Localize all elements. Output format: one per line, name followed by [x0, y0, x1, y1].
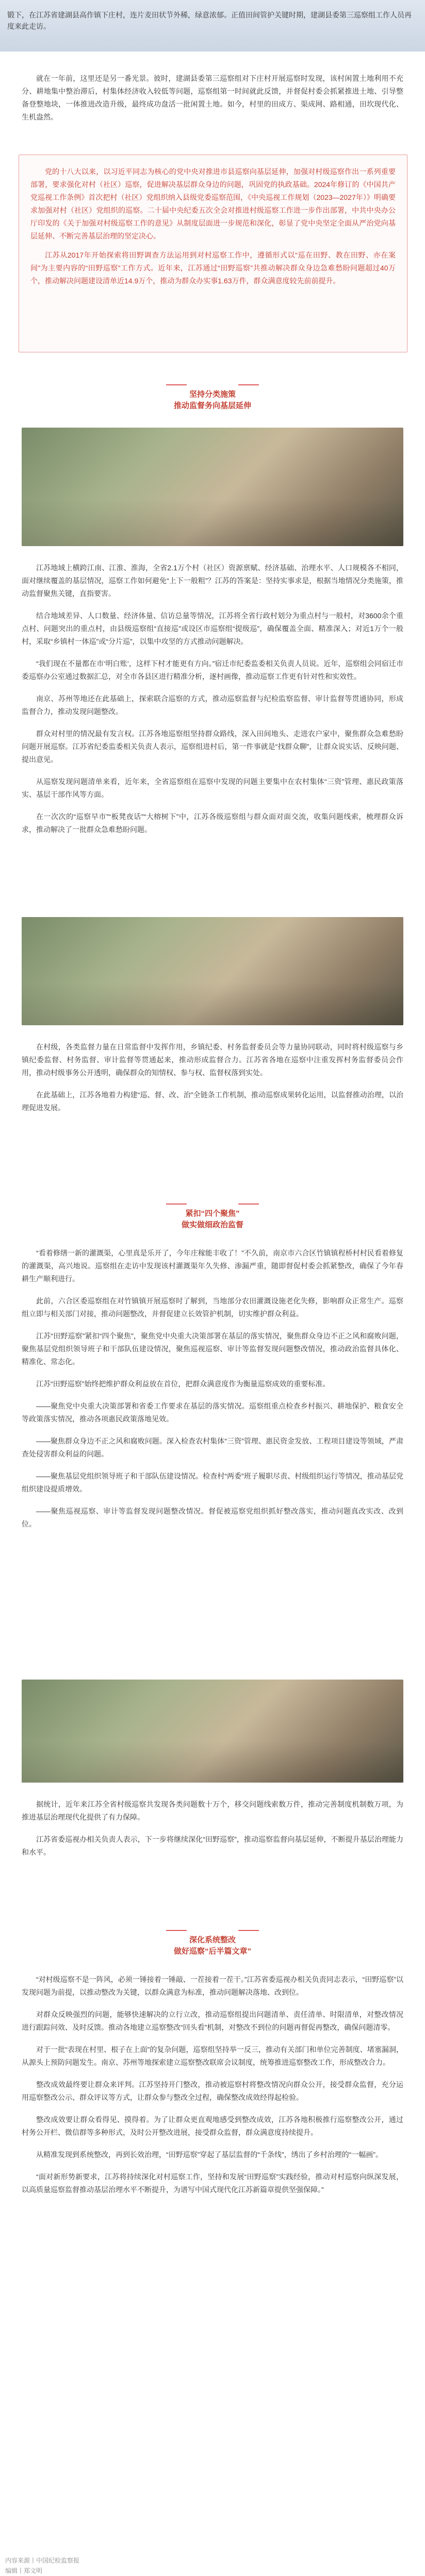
- source-line: 内容来源丨中国纪检监察报: [5, 2557, 80, 2564]
- body-paragraph: 对于一批“表现在村里、根子在上面”的复杂问题，巡察组坚持举一反三，推动有关部门和单位完善制度、堵塞漏洞，从源头上预防问题发生。南京、苏州等地探索建立巡察整改联席会议制度，统筹推进巡察整改工作，形成整改合力。: [22, 2045, 403, 2066]
- heading-decoration: [161, 1204, 264, 1206]
- body-paragraph: 整改成效最终要让群众来评判。江苏坚持开门整改，推动被巡察村将整改情况向群众公开，接受群众监督，充分运用巡察整改公示、群众评议等方式，让群众参与整改全过程，确保整改成效经得起检验。: [22, 2080, 403, 2102]
- section-photo-1: [22, 428, 403, 546]
- body-paragraph: “对村级巡察不是一阵风，必须一锤接着一锤敲、一茬接着一茬干。”江苏省委巡视办相关负责同志表示，“田野巡察”以发现问题为前提，以推动整改为关键，以群众满意为标准，推动问题解决落地、改到位。: [22, 1975, 403, 1996]
- body-paragraph: 结合地域差异、人口数量、经济体量、信访总量等情况，江苏将全省行政村划分为重点村与一般村，对3600余个重点村、问题突出的重点村，由县级巡察组“直接巡”或设区市巡察组“提级巡”，确保覆盖全面、精准深入；对近1万个一般村，采取“乡镇村一体巡”或“分片巡”，以集中攻坚的方式推动问题解决。: [22, 612, 403, 646]
- body-paragraph: 据统计，近年来江苏全省村级巡察共发现各类问题数十万个，移交问题线索数万件，推动完善制度机制数万项，为推进基层治理现代化提供了有力保障。: [22, 1800, 403, 1821]
- section-title: 紧扣“四个聚焦”: [185, 1209, 240, 1218]
- section-1-body: [22, 562, 403, 845]
- section-2-body: [22, 1247, 403, 1540]
- body-paragraph: “面对新形势新要求，江苏将持续深化对村巡察工作，坚持和发展“田野巡察”实践经验，推动对村巡察向纵深发展，以高质量巡察监督推动基层治理水平不断提升，为谱写中国式现代化江苏新篇章提供坚强保障。”: [22, 2173, 403, 2194]
- intro-paragraph: 就在一年前，这里还是另一番光景。彼时，建湖县委第三巡察组对下庄村开展巡察时发现，该村闲置土地利用不充分、耕地集中整治滞后，村集体经济收入较低等问题，巡察组第一时间就此反馈，并督促村委会抓紧推进土地、引导整备登整地块，一体推进改造升级，最终成功盘活一批闲置土地。如今，村里的田成方、渠成网、路相通，田坎现代化、生机盎然。: [22, 74, 403, 121]
- body-paragraph: “我们现在不量都在市‘明白账’，这样下村才能更有方向。”宿迁市纪委监委相关负责人员说。近年，巡察组会同宿迁市委巡察办公室通过数据汇总，对全市各县区进行精准分析，逐村画像，推动巡察工作更有针对性和实效性。: [22, 659, 403, 681]
- body-paragraph: 在此基础上，江苏各地着力构建“巡、督、改、治”全链条工作机制，推动巡察成果转化运用，以监督推动治理，以治理促进发展。: [22, 1091, 403, 1112]
- body-paragraph: ——聚焦巡视巡察、审计等监督发现问题整改情况。督促被巡察党组织抓好整改落实，推动问题真改实改、改到位。: [22, 1507, 403, 1528]
- body-paragraph: 整改成效要让群众看得见、摸得着。为了让群众更直观地感受到整改成效，江苏各地积极推行巡察整改公开，通过村务公开栏、微信群等多种形式，及时公开整改进展，接受群众监督，群众满意度持续提升。: [22, 2115, 403, 2137]
- article-footer: [5, 2555, 420, 2576]
- section-subtitle: 做实做细政治监督: [181, 1221, 243, 1229]
- highlight-paragraph: 江苏从2017年开始探索将田野调查方法运用到对村巡察工作中，遵循形式以“巡在田野、教在田野、亦在案间”为主要内容的“田野巡察”工作方式。近年来，江苏通过“田野巡察”共推动解决群众身边急难愁盼问题超过40万个，推动解决问题建设清单近14.9万个，推动为群众办实事1.63万件，群众满意度较先前前提升。: [30, 251, 396, 285]
- body-paragraph: 对群众反映强烈的问题，能够快速解决的立行立改，推动巡察组提出问题清单、责任清单、时限清单，对整改情况进行跟踪问效、及时反馈。推动各地建立巡察整改“回头看”机制，对整改不到位的问题再督促再整改，确保问题清零。: [22, 2010, 403, 2031]
- body-paragraph: 群众对村里的情况最有发言权。江苏各地巡察组坚持群众路线，深入田间地头、走进农户家中，聚焦群众急难愁盼问题开展巡察。江苏省纪委监委相关负责人表示，巡察组进村后，第一件事就是“找群众聊”，让群众说实话、反映问题、提出意见。: [22, 730, 403, 764]
- section-photo-2: [22, 1680, 403, 1783]
- body-paragraph: 从精准发现到系统整改，再到长效治理，“田野巡察”穿起了基层监督的“千条线”，绣出了乡村治理的“一幅画”。: [36, 2150, 383, 2159]
- section-title: 坚持分类施策: [189, 390, 236, 399]
- heading-decoration: [161, 384, 264, 386]
- heading-decoration: [161, 1930, 264, 1932]
- body-paragraph: 江苏省委巡视办相关负责人表示，下一步将继续深化“田野巡察”，推动巡察监督向基层延伸，不断提升基层治理能力和水平。: [22, 1835, 403, 1856]
- section-heading-1: [161, 381, 264, 415]
- body-paragraph: 江苏地域上横跨江南、江淮、淮海，全省2.1万个村（社区）资源禀赋、经济基础、治理水平、人口规模各不相同，面对继续覆盖的基层情况，巡察工作如何避免“上下一般粗”？江苏的答案是：坚持实事求是，根据当地情况分类施策，推动监督聚焦关键，直指要害。: [22, 564, 403, 598]
- editor-line: 编辑丨郑文明: [5, 2567, 43, 2574]
- body-paragraph: 江苏“田野巡察”紧扣“四个聚焦”，聚焦党中央重大决策部署在基层的落实情况，聚焦群众身边不正之风和腐败问题，聚焦基层党组织领导班子和干部队伍建设情况，聚焦巡视巡察、审计等监督发现问题整改情况，推动政治监督具体化、精准化、常态化。: [22, 1332, 403, 1366]
- section-2b-body: [22, 1798, 403, 1868]
- section-subtitle: 推动监督务向基层延伸: [173, 401, 251, 410]
- highlight-box: [19, 155, 407, 352]
- body-paragraph: ——聚焦基层党组织领导班子和干部队伍建设情况。检查村“两委”班子履职尽责、村级组织运行等情况，推动基层党组织建设提质增效。: [22, 1472, 403, 1493]
- body-paragraph: ——聚焦党中央重大决策部署和省委工作要求在基层的落实情况。巡察组重点检查乡村振兴、耕地保护、粮食安全等政策落实情况，推动各项惠民政策落地见效。: [22, 1402, 403, 1423]
- section-subtitle: 做好巡察“后半篇文章”: [173, 1947, 251, 1956]
- section-heading-3: [161, 1927, 264, 1961]
- body-paragraph: 江苏“田野巡察”始终把维护群众利益放在首位，把群众满意度作为衡量巡察成效的重要标准。: [36, 1380, 330, 1388]
- body-paragraph: ——聚焦群众身边不正之风和腐败问题。深入检查农村集体“三资”管理、惠民资金发放、工程项目建设等领域，严肃查处侵害群众利益的问题。: [22, 1437, 403, 1458]
- body-paragraph: 南京、苏州等地还在此基础上，探索联合巡察的方式，推动巡察监督与纪检监察监督、审计监督等贯通协同，形成监督合力，推动发现问题整改。: [22, 694, 403, 716]
- intro-block: [22, 72, 403, 133]
- section-heading-2: [161, 1200, 264, 1234]
- section-1b-body: [22, 1041, 403, 1124]
- body-paragraph: 从巡察发现问题清单来看，近年来，全省巡察组在巡察中发现的问题主要集中在农村集体“三资”管理、惠民政策落实、基层干部作风等方面。: [22, 777, 403, 799]
- section-3-body: [22, 1973, 403, 2206]
- highlight-paragraph: 党的十八大以来，以习近平同志为核心的党中央对推进市县巡察向基层延伸，加强对村级巡察作出一系列重要部署，要求强化对村（社区）巡察，促进解决基层群众身边的问题，巩固党的执政基础。2024年修订的《中国共产党巡视工作条例》首次把村（社区）党组织纳入县级党委巡察范围，《中央巡视工作规划（2023—2027年）》明确要求加强对村（社区）党组织的巡察。二十届中央纪委五次全会对推进村级巡察工作进一步作出部署，中共中央办公厅印发的《关于加强对村级巡察工作的意见》从制度层面进一步规范和深化，彰显了党中央坚定全面从严治党向基层延伸、不断完善基层治理的坚定决心。: [30, 167, 396, 240]
- body-paragraph: “看着修缮一新的灌溉渠，心里真是乐开了，今年庄稼能丰收了！”不久前，南京市六合区竹镇镇程桥村村民看着修复的灌溉渠，高兴地说。巡察组在走访中发现该村灌溉渠年久失修、渗漏严重，随即督促村委会抓紧整改，确保了今年春耕生产顺利进行。: [22, 1249, 403, 1283]
- section-title: 深化系统整改: [189, 1936, 236, 1944]
- body-paragraph: 此前，六合区委巡察组在对竹镇镇开展巡察时了解到，当地部分农田灌溉设施老化失修，影响群众正常生产。巡察组立即与相关部门对接，推动问题整改，并督促建立长效管护机制，切实维护群众利益。: [22, 1297, 403, 1318]
- hero-caption: 锻下，在江苏省建湖县高作镇下庄村，连片麦田状节外稀，绿意浓郁。正值田间管护关键时期，建湖县委第三巡察组工作人员再度来此走访。: [7, 11, 412, 30]
- section-photo-1b: [22, 917, 403, 1025]
- hero-photo: [0, 0, 425, 52]
- body-paragraph: 在村级，各类监督力量在日常监督中发挥作用，乡镇纪委、村务监督委员会等力量协同联动，同时将村级巡察与乡镇纪委监督、村务监督、审计监督等贯通起来，推动形成监督合力。江苏省各地在巡察中注重发挥村务监督委员会作用，推动村级事务公开透明，确保群众的知情权、参与权、监督权落到实处。: [22, 1043, 403, 1077]
- body-paragraph: 在一次次的“巡察早市”“板凳夜话”“大榕树下”中，江苏各级巡察组与群众面对面交流，收集问题线索，梳理群众诉求，推动解决了一批群众急难愁盼问题。: [22, 812, 403, 834]
